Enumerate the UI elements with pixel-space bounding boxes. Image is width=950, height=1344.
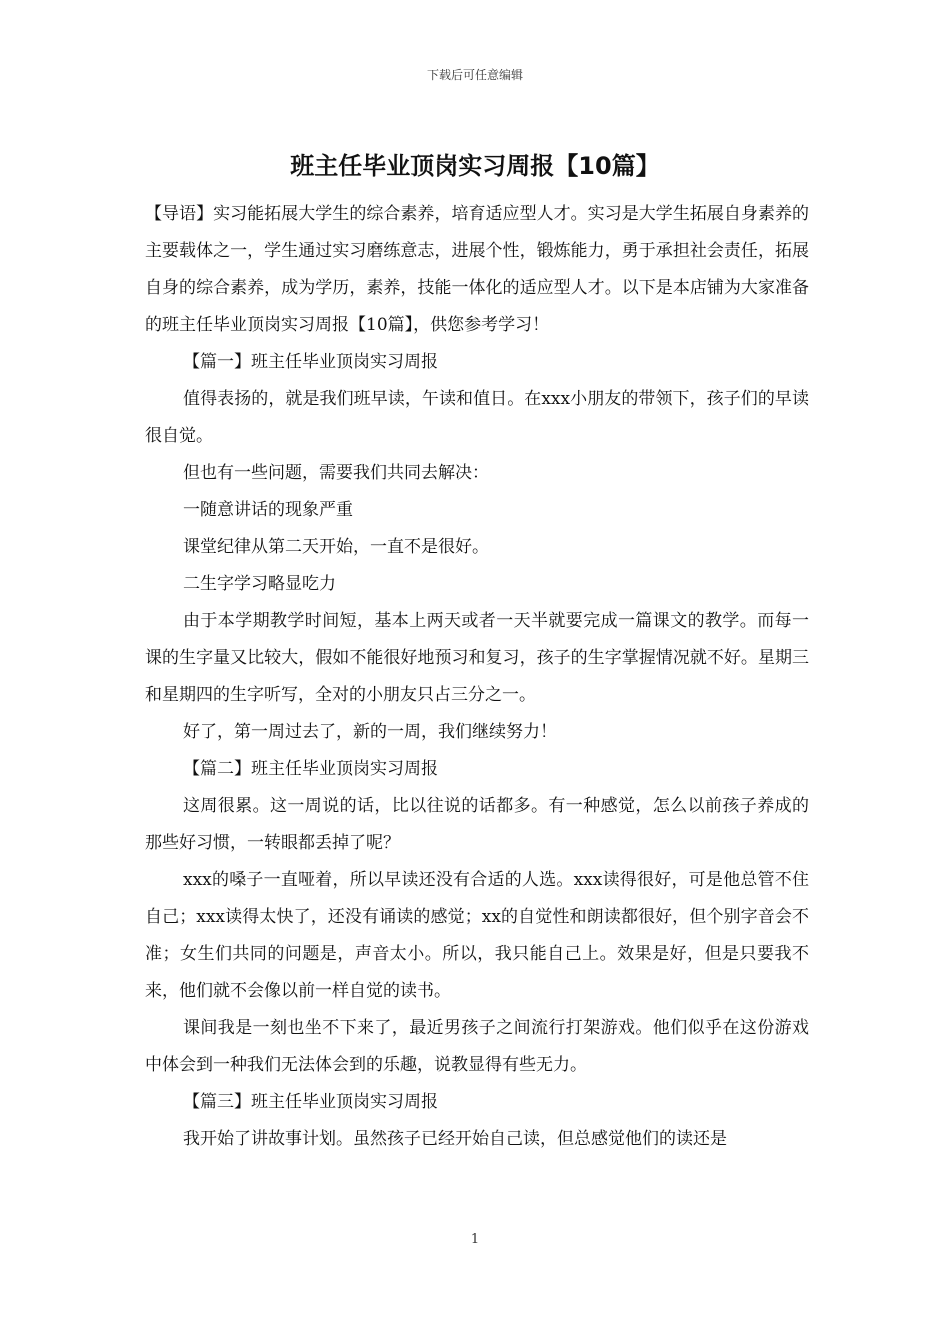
body-paragraph: 但也有一些问题，需要我们共同去解决： [183, 463, 489, 483]
body-paragraph: 二生字学习略显吃力 [183, 574, 336, 594]
body-paragraph: 课间我是一刻也坐不下来了，最近男孩子之间流行打架游戏。他们似乎在这份游戏中体会到一种我们无法体会到的乐趣，说教显得有些无力。 [145, 1018, 809, 1075]
body-paragraph: 我开始了讲故事计划。虽然孩子已经开始自己读，但总感觉他们的读还是 [183, 1129, 727, 1149]
intro-paragraph: 【导语】实习能拓展大学生的综合素养，培育适应型人才。实习是大学生拓展自身素养的主要载体之一，学生通过实习磨练意志，进展个性，锻炼能力，勇于承担社会责任，拓展自身的综合素养，成为学历，素养，技能一体化的适应型人才。以下是本店铺为大家准备的班主任毕业顶岗实习周报【10篇】，供您参考学习！ [145, 204, 809, 335]
body-paragraph: 由于本学期教学时间短，基本上两天或者一天半就要完成一篇课文的教学。而每一课的生字量又比较大，假如不能很好地预习和复习，孩子的生字掌握情况就不好。星期三和星期四的生字听写，全对的小朋友只占三分之一。 [145, 611, 809, 705]
section-heading-2: 【篇二】班主任毕业顶岗实习周报 [183, 759, 438, 779]
page-number: 1 [470, 1232, 480, 1247]
body-paragraph: 好了，第一周过去了，新的一周，我们继续努力！ [183, 722, 557, 742]
body-paragraph: xxx的嗓子一直哑着，所以早读还没有合适的人选。xxx读得很好，可是他总管不住自己；xxx读得太快了，还没有诵读的感觉；xx的自觉性和朗读都很好，但个别字音会不准；女生们共同的问题是，声音太小。所以，我只能自己上。效果是好，但是只要我不来，他们就不会像以前一样自觉的读书。 [145, 870, 809, 1001]
body-paragraph: 一随意讲话的现象严重 [183, 500, 353, 520]
body-paragraph: 这周很累。这一周说的话，比以往说的话都多。有一种感觉，怎么以前孩子养成的那些好习惯，一转眼都丢掉了呢？ [145, 796, 809, 853]
body-paragraph: 值得表扬的，就是我们班早读，午读和值日。在xxx小朋友的带领下，孩子们的早读很自觉。 [145, 389, 809, 446]
section-heading-1: 【篇一】班主任毕业顶岗实习周报 [183, 352, 438, 372]
header-note: 下载后可任意编辑 [426, 68, 523, 82]
body-paragraph: 课堂纪律从第二天开始，一直不是很好。 [183, 537, 489, 557]
section-heading-3: 【篇三】班主任毕业顶岗实习周报 [183, 1092, 438, 1112]
document-title: 班主任毕业顶岗实习周报【10篇】 [290, 152, 660, 180]
document-body [145, 196, 809, 1158]
